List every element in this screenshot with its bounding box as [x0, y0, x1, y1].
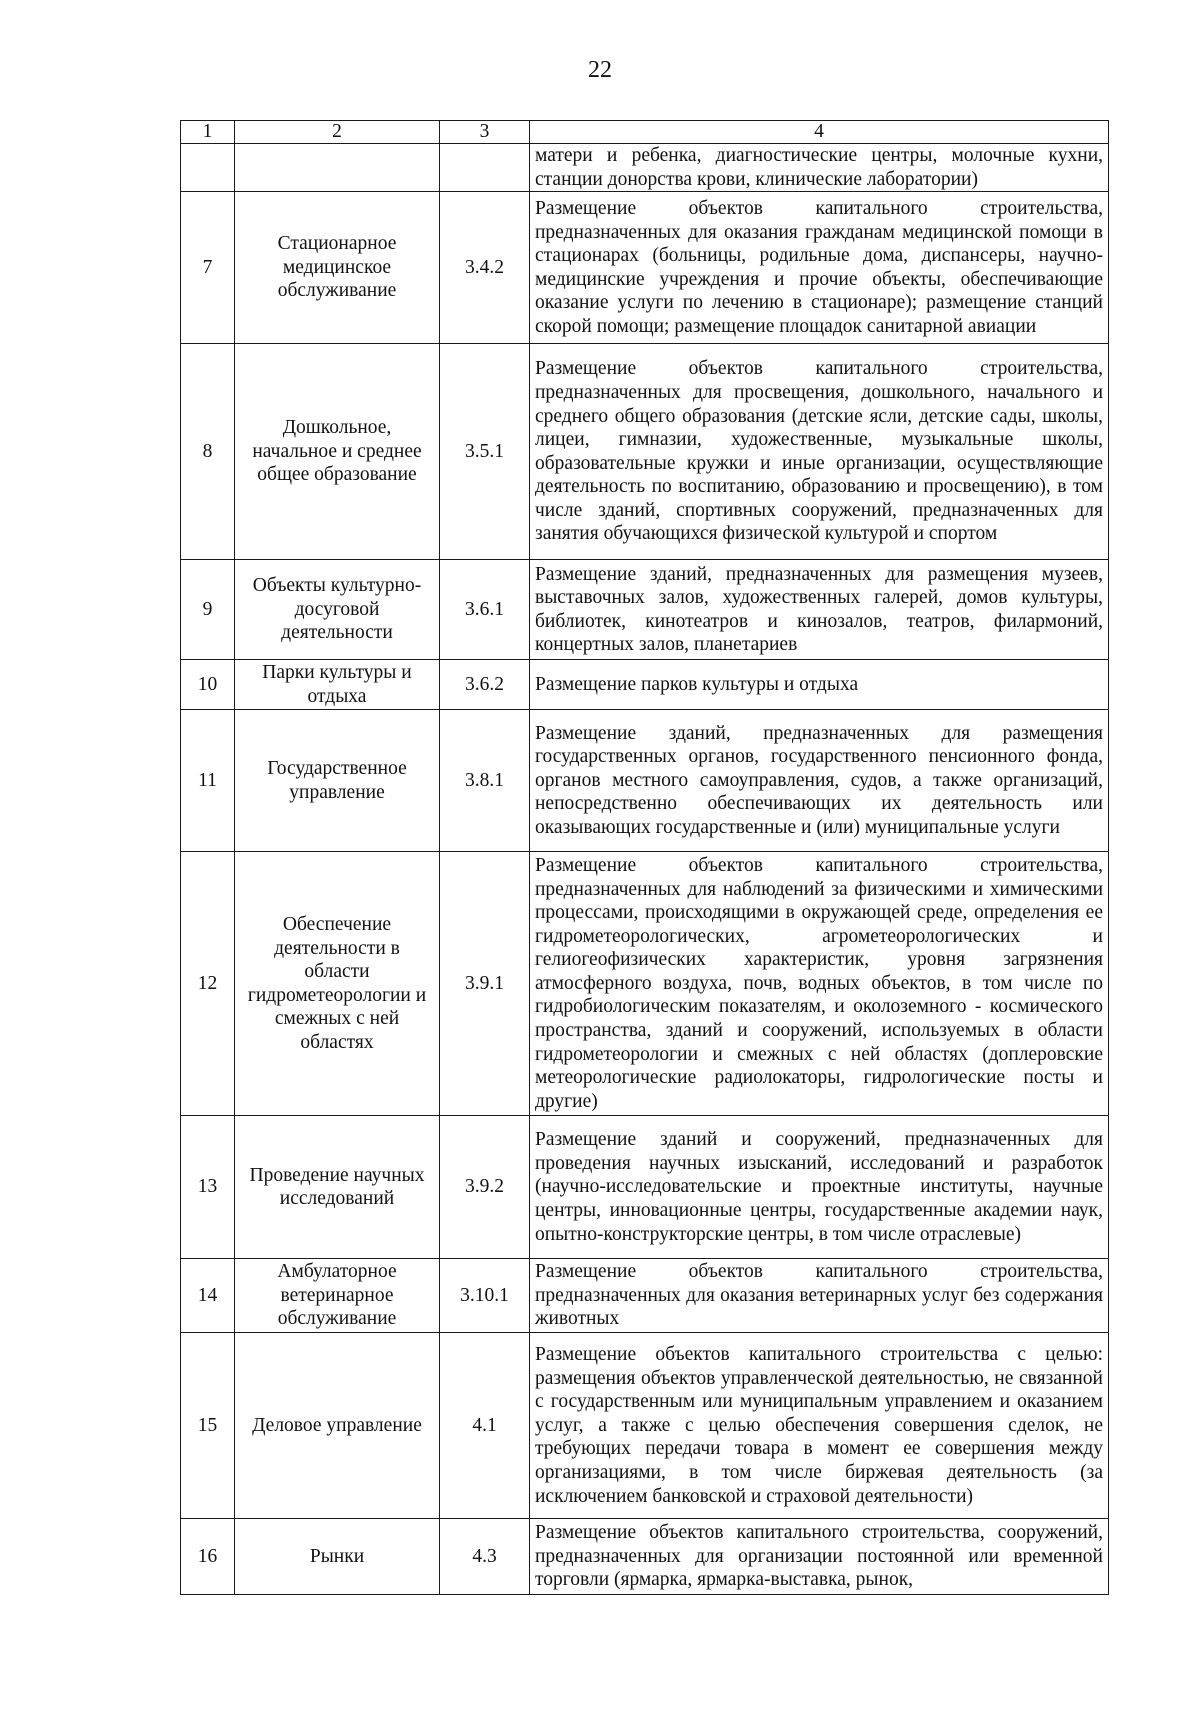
column-number-4: 4	[530, 121, 1109, 144]
row-name: Объекты культурно-досуговой деятельности	[235, 560, 440, 660]
row-code-cell	[440, 144, 530, 192]
table-row	[181, 1116, 1109, 1259]
column-number-2: 2	[235, 121, 440, 144]
row-description: Размещение объектов капитального строительства, предназначенных для наблюдений за физическими и химическими процессами, происходящими в окружающей среде, определения ее гидрометеорологических, агрометеорологических и гелиогеофизических характеристик, уровня загрязнения атмосферного воздуха, почв, водных объектов, в том числе по гидробиологическим показателям, и околоземного - космического пространства, зданий и сооружений, используемых в области гидрометеорологии и смежных с ней областях (доплеровские метеорологические радиолокаторы, гидрологические посты и другие)	[530, 852, 1109, 1116]
row-name: Дошкольное, начальное и среднее общее образование	[235, 344, 440, 560]
row-name: Парки культуры и отдыха	[235, 660, 440, 710]
row-number: 14	[181, 1259, 235, 1333]
row-name: Государственное управление	[235, 710, 440, 852]
row-description: матери и ребенка, диагностические центры, молочные кухни, станции донорства крови, клинические лаборатории)	[530, 144, 1109, 192]
table-row-continuation	[181, 144, 1109, 192]
column-number-3: 3	[440, 121, 530, 144]
page-number: 22	[588, 57, 612, 83]
table-row	[181, 192, 1109, 344]
table-row	[181, 660, 1109, 710]
row-name: Проведение научных исследований	[235, 1116, 440, 1259]
row-code: 4.3	[440, 1519, 530, 1595]
row-number-cell	[181, 144, 235, 192]
row-description: Размещение объектов капитального строительства с целью: размещения объектов управленческой деятельностью, не связанной с государственным или муниципальным управлением и оказанием услуг, а также с целью обеспечения совершения сделок, не требующих передачи товара в момент ее совершения между организациями, в том числе биржевая деятельность (за исключением банковской и страховой деятельности)	[530, 1333, 1109, 1519]
row-description: Размещение объектов капитального строительства, предназначенных для оказания ветеринарных услуг без содержания животных	[530, 1259, 1109, 1333]
table-header-row	[181, 121, 1109, 144]
row-number: 12	[181, 852, 235, 1116]
table-row	[181, 1259, 1109, 1333]
row-name: Обеспечение деятельности в области гидрометеорологии и смежных с ней областях	[235, 852, 440, 1116]
table-row	[181, 852, 1109, 1116]
row-code: 3.5.1	[440, 344, 530, 560]
row-description: Размещение зданий, предназначенных для размещения музеев, выставочных залов, художественных галерей, домов культуры, библиотек, кинотеатров и кинозалов, театров, филармоний, концертных залов, планетариев	[530, 560, 1109, 660]
row-code: 4.1	[440, 1333, 530, 1519]
table-row	[181, 560, 1109, 660]
row-name: Амбулаторное ветеринарное обслуживание	[235, 1259, 440, 1333]
row-number: 13	[181, 1116, 235, 1259]
row-code: 3.9.1	[440, 852, 530, 1116]
row-number: 10	[181, 660, 235, 710]
row-number: 16	[181, 1519, 235, 1595]
row-description: Размещение объектов капитального строительства, предназначенных для просвещения, дошкольного, начального и среднего общего образования (детские ясли, детские сады, школы, лицеи, гимназии, художественные, музыкальные школы, образовательные кружки и иные организации, осуществляющие деятельность по воспитанию, образованию и просвещению), в том числе зданий, спортивных сооружений, предназначенных для занятия обучающихся физической культурой и спортом	[530, 344, 1109, 560]
table-row	[181, 344, 1109, 560]
row-code: 3.4.2	[440, 192, 530, 344]
row-name: Деловое управление	[235, 1333, 440, 1519]
row-description: Размещение объектов капитального строительства, сооружений, предназначенных для организации постоянной или временной торговли (ярмарка, ярмарка-выставка, рынок,	[530, 1519, 1109, 1595]
row-code: 3.10.1	[440, 1259, 530, 1333]
table-row	[181, 1333, 1109, 1519]
row-code: 3.6.1	[440, 560, 530, 660]
table-row	[181, 1519, 1109, 1595]
row-code: 3.6.2	[440, 660, 530, 710]
row-description: Размещение парков культуры и отдыха	[530, 660, 1109, 710]
row-name-cell	[235, 144, 440, 192]
row-number: 9	[181, 560, 235, 660]
column-number-1: 1	[181, 121, 235, 144]
row-number: 11	[181, 710, 235, 852]
row-description: Размещение зданий, предназначенных для размещения государственных органов, государственного пенсионного фонда, органов местного самоуправления, судов, а также организаций, непосредственно обеспечивающих их деятельность или оказывающих государственные и (или) муниципальные услуги	[530, 710, 1109, 852]
row-name: Рынки	[235, 1519, 440, 1595]
row-name: Стационарное медицинское обслуживание	[235, 192, 440, 344]
row-description: Размещение объектов капитального строительства, предназначенных для оказания гражданам медицинской помощи в стационарах (больницы, родильные дома, диспансеры, научно-медицинские учреждения и прочие объекты, обеспечивающие оказание услуги по лечению в стационаре); размещение станций скорой помощи; размещение площадок санитарной авиации	[530, 192, 1109, 344]
row-code: 3.8.1	[440, 710, 530, 852]
land-use-table	[180, 120, 1109, 1595]
table-row	[181, 710, 1109, 852]
row-description: Размещение зданий и сооружений, предназначенных для проведения научных изысканий, исследований и разработок (научно-исследовательские и проектные институты, научные центры, инновационные центры, государственные академии наук, опытно-конструкторские центры, в том числе отраслевые)	[530, 1116, 1109, 1259]
row-number: 15	[181, 1333, 235, 1519]
row-code: 3.9.2	[440, 1116, 530, 1259]
row-number: 7	[181, 192, 235, 344]
row-number: 8	[181, 344, 235, 560]
